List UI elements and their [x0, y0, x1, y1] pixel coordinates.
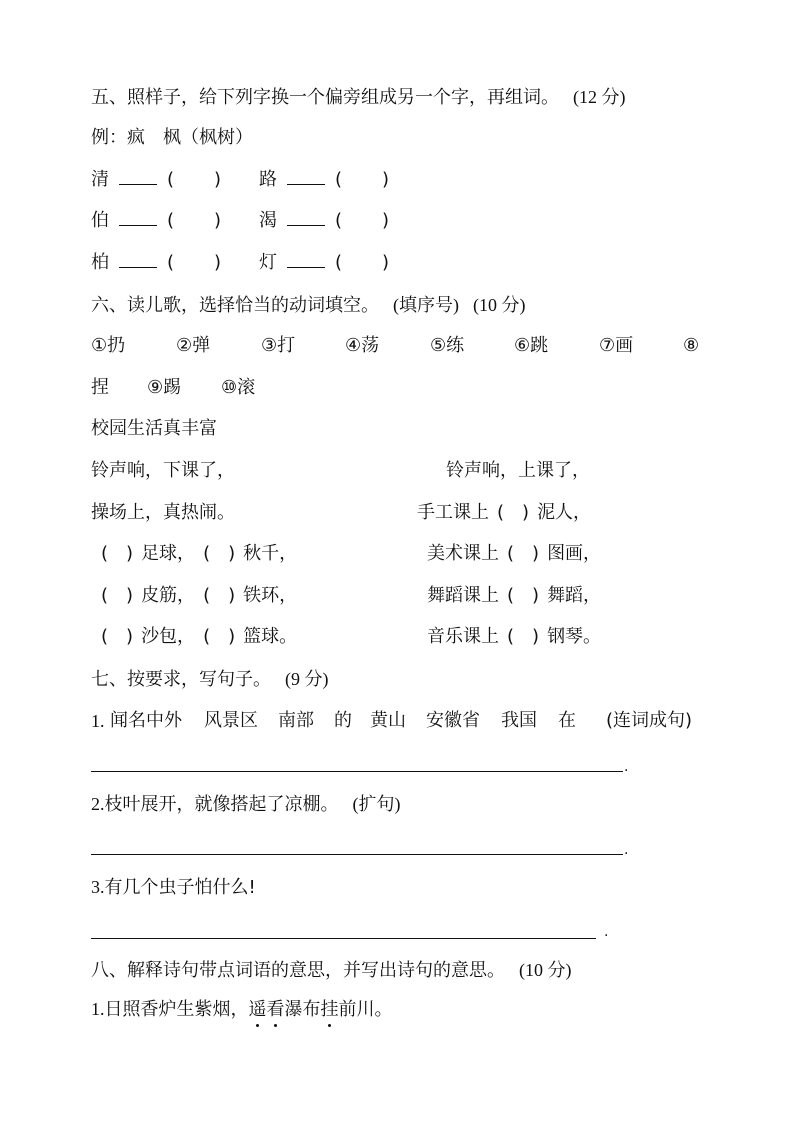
paren-close: )	[228, 543, 236, 564]
end-mark: .	[604, 924, 609, 940]
s5-row3-left	[91, 251, 221, 275]
fill-prefix: 音乐课上	[427, 626, 499, 647]
paren-open: (	[497, 502, 505, 523]
option-1: ①扔	[91, 335, 126, 356]
paren-close: )	[382, 252, 390, 273]
fill-word: 篮球。	[243, 626, 298, 647]
section5-title: 五、照样子，给下列字换一个偏旁组成另一个字，再组词。	[91, 87, 559, 108]
section7-score: (9 分)	[285, 669, 329, 689]
s7-word-3: 南部	[278, 710, 314, 731]
paren-open: (	[507, 543, 515, 564]
paren-close: )	[126, 585, 134, 606]
section7-title: 七、按要求，写句子。	[91, 669, 271, 690]
poem-right-fill-4	[427, 625, 601, 649]
s7-word-8: 在	[558, 710, 576, 731]
answer-line-q2[interactable]	[91, 854, 623, 855]
section8-score: (10 分)	[519, 960, 572, 980]
paren-close: )	[126, 626, 134, 647]
s5-char: 清	[91, 169, 109, 190]
paren-open: (	[203, 626, 211, 647]
fill-word: 铁环，	[243, 585, 298, 606]
fill-suffix: 舞蹈，	[547, 585, 602, 606]
question-number: 2.	[91, 794, 105, 814]
fill-prefix: 美术课上	[427, 543, 499, 564]
poem-left-fill-2	[101, 584, 297, 608]
fill-prefix: 手工课上	[417, 502, 489, 523]
poem-left-line1: 铃声响，下课了，	[91, 460, 235, 481]
dotted-char: 挂	[320, 999, 339, 1020]
paren-close: )	[214, 210, 222, 231]
paren-close: )	[382, 169, 390, 190]
paren-close: )	[532, 543, 540, 564]
dotted-char: 看	[266, 999, 285, 1020]
poem-right-fill-3	[427, 584, 601, 608]
end-mark: .	[624, 759, 629, 775]
char-blank[interactable]	[287, 251, 325, 268]
answer-line-q3[interactable]	[91, 938, 596, 939]
option-2: ②弹	[176, 335, 211, 356]
s7-q2	[91, 792, 401, 817]
s7-word-6: 安徽省	[426, 710, 480, 731]
char-blank[interactable]	[287, 168, 325, 185]
s5-row3-right	[259, 251, 389, 275]
paren-open: (	[507, 626, 515, 647]
option-4: ④荡	[345, 335, 380, 356]
s5-char: 灯	[259, 252, 277, 273]
option-10: ⑩滚	[221, 377, 256, 398]
question-text: 枝叶展开，就像搭起了凉棚。	[104, 794, 339, 815]
question-text: 有几个虫子怕什么!	[104, 877, 256, 898]
paren-close: )	[522, 502, 530, 523]
dotted-char: 遥	[248, 999, 267, 1020]
section6-hint: (填序号)	[393, 295, 459, 315]
s5-char: 柏	[91, 252, 109, 273]
question-number: 3.	[91, 877, 105, 897]
paren-open: (	[203, 585, 211, 606]
poem-left-line2: 操场上，真热闹。	[91, 502, 235, 523]
s5-row2-right	[259, 209, 389, 233]
poem-text: 日照香炉生紫烟，	[104, 999, 249, 1020]
end-mark: .	[624, 842, 629, 858]
paren-open: (	[167, 210, 175, 231]
poem-left-fill-1	[101, 542, 297, 566]
fill-word: 皮筋，	[141, 585, 196, 606]
paren-open: (	[167, 252, 175, 273]
s5-char: 伯	[91, 210, 109, 231]
paren-open: (	[335, 210, 343, 231]
s7-word-2: 风景区	[204, 710, 258, 731]
question-number: 1.	[91, 999, 105, 1019]
fill-word: 足球，	[141, 543, 196, 564]
option-7: ⑦画	[599, 335, 634, 356]
poem-text: 前川。	[338, 999, 393, 1020]
paren-open: (	[101, 585, 109, 606]
s7-q1-num	[91, 709, 105, 734]
paren-open: (	[101, 626, 109, 647]
option-3: ③打	[261, 335, 296, 356]
section8-heading	[91, 958, 572, 983]
fill-prefix: 舞蹈课上	[427, 585, 499, 606]
section5-example: 例：疯 枫（枫树）	[91, 127, 253, 148]
paren-close: )	[214, 252, 222, 273]
s8-q1	[91, 997, 393, 1022]
paren-open: (	[203, 543, 211, 564]
paren-close: )	[228, 585, 236, 606]
fill-word: 沙包，	[141, 626, 196, 647]
fill-suffix: 泥人，	[537, 502, 592, 523]
paren-close: )	[214, 169, 222, 190]
option-6: ⑥跳	[514, 335, 549, 356]
section6-title: 六、读儿歌，选择恰当的动词填空。	[91, 295, 379, 316]
paren-open: (	[167, 169, 175, 190]
s7-q3	[91, 875, 256, 900]
s7-word-4: 的	[334, 710, 352, 731]
section6-heading	[91, 293, 526, 318]
paren-close: )	[228, 626, 236, 647]
section7-heading	[91, 667, 329, 692]
paren-open: (	[507, 585, 515, 606]
char-blank[interactable]	[119, 168, 157, 185]
paren-close: )	[532, 585, 540, 606]
option-5: ⑤练	[430, 335, 465, 356]
s7-q1-hint: (连词成句)	[606, 710, 693, 731]
section5-heading	[91, 85, 626, 110]
char-blank[interactable]	[287, 209, 325, 226]
char-blank[interactable]	[119, 209, 157, 226]
section5-score: (12 分)	[573, 87, 626, 107]
s7-word-5: 黄山	[370, 710, 406, 731]
s5-row2-left	[91, 209, 221, 233]
paren-open: (	[101, 543, 109, 564]
option-9: ⑨踢	[147, 377, 182, 398]
s5-char: 渴	[259, 210, 277, 231]
poem-right-fill-2	[427, 542, 601, 566]
fill-word: 秋千，	[243, 543, 298, 564]
answer-line-q1[interactable]	[91, 771, 623, 772]
paren-close: )	[532, 626, 540, 647]
question-number: 1.	[91, 711, 105, 731]
poem-right-fill-1	[417, 501, 591, 525]
poem-left-fill-3	[101, 625, 297, 649]
s5-char: 路	[259, 169, 277, 190]
s7-word-7: 我国	[501, 710, 537, 731]
paren-open: (	[335, 169, 343, 190]
s5-row1-right	[259, 168, 389, 192]
paren-close: )	[382, 210, 390, 231]
poem-right-intro: 铃声响，上课了，	[446, 460, 590, 481]
section8-title: 八、解释诗句带点词语的意思，并写出诗句的意思。	[91, 960, 505, 981]
fill-suffix: 钢琴。	[547, 626, 602, 647]
question-hint: (扩句)	[352, 794, 401, 814]
char-blank[interactable]	[119, 251, 157, 268]
poem-text: 瀑布	[284, 999, 321, 1020]
option-8-cont: 捏	[91, 377, 109, 398]
paren-close: )	[126, 543, 134, 564]
section6-score: (10 分)	[473, 295, 526, 315]
option-8: ⑧	[683, 335, 700, 356]
s5-row1-left	[91, 168, 221, 192]
fill-suffix: 图画，	[547, 543, 602, 564]
poem-title: 校园生活真丰富	[91, 418, 217, 439]
s7-word-1: 闻名中外	[110, 710, 182, 731]
paren-open: (	[335, 252, 343, 273]
